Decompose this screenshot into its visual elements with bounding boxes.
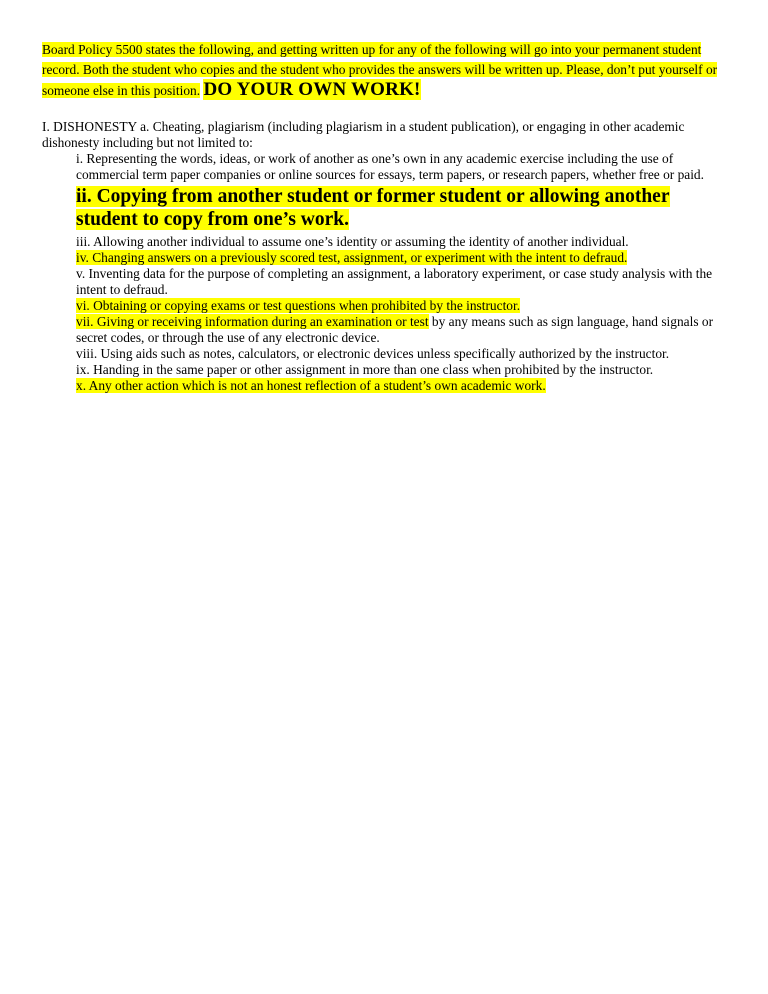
list-item-x (76, 378, 732, 394)
list-item-iv (76, 250, 732, 266)
list-item-iii (76, 234, 732, 250)
section-heading: I. DISHONESTY a. Cheating, plagiarism (including plagiarism in a student publication), or engaging in other academic dishonesty including but not limited to: (42, 119, 685, 150)
list-item-text: iii. Allowing another individual to assume one’s identity or assuming the identity of another individual. (76, 234, 629, 249)
list-item-text: x. Any other action which is not an honest reflection of a student’s own academic work. (76, 378, 546, 393)
list-item-text: i. Representing the words, ideas, or work of another as one’s own in any academic exercise including the use of commercial term paper companies or online sources for essays, term papers, or research papers, whether free or paid. (76, 151, 704, 182)
list-item-viii (76, 346, 732, 362)
list-item-ix (76, 362, 732, 378)
intro-paragraph (42, 40, 732, 101)
list-item-v (76, 266, 732, 298)
list-item-vii (76, 314, 732, 346)
intro-emphasis: DO YOUR OWN WORK! (203, 79, 421, 100)
list-item-text: iv. Changing answers on a previously scored test, assignment, or experiment with the intent to defraud. (76, 250, 628, 265)
document-page (42, 40, 732, 394)
list-item-vi (76, 298, 732, 314)
list-item-text: v. Inventing data for the purpose of completing an assignment, a laboratory experiment, or case study analysis with the intent to defraud. (76, 266, 713, 297)
list-item-text-highlighted: vii. Giving or receiving information during an examination or test (76, 314, 429, 329)
list-item-text: vi. Obtaining or copying exams or test questions when prohibited by the instructor. (76, 298, 521, 313)
list-item-i (76, 151, 732, 183)
intro-text: Board Policy 5500 states the following, and getting written up for any of the following will go into your permanent student record. Both the student who copies and the student who provides the answers will be written up. Please, don’t put yourself or someone else in this position. (42, 42, 718, 98)
list-item-text: ii. Copying from another student or former student or allowing another student to copy from one’s work. (76, 186, 670, 230)
policy-list (76, 151, 732, 394)
list-item-ii (76, 185, 732, 231)
list-item-text: ix. Handing in the same paper or other assignment in more than one class when prohibited by the instructor. (76, 362, 654, 377)
list-item-text: viii. Using aids such as notes, calculators, or electronic devices unless specifically authorized by the instructor. (76, 346, 670, 361)
list-item-text-rest: by any means such as sign language, hand signals or secret codes, or through the use of any electronic device. (76, 314, 714, 345)
